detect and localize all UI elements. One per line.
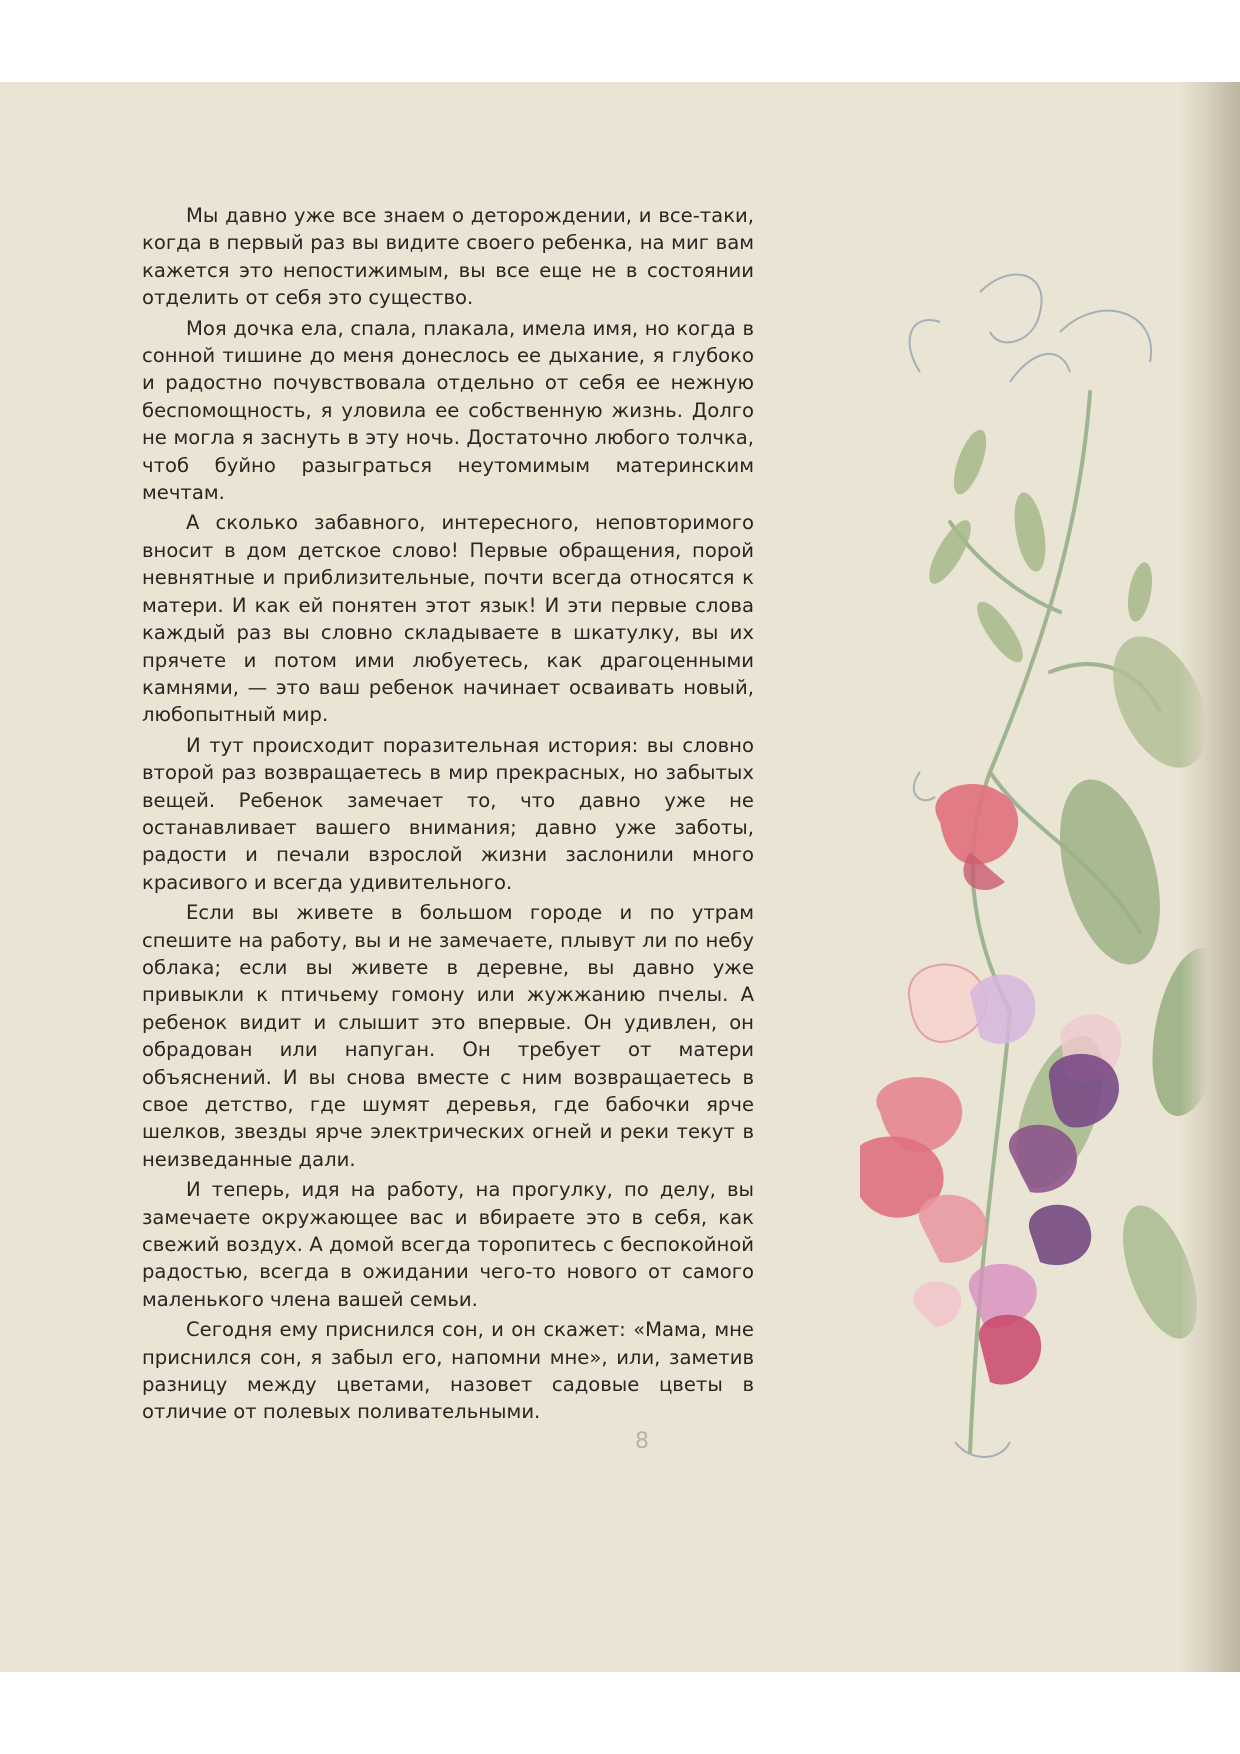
page-number: 8 [635,1429,649,1454]
page-edge-shadow [1180,82,1240,1672]
paragraph-7: Сегодня ему приснился сон, и он скажет: «Мама, мне приснился сон, я забыл его, напомни мне», или, заметив разницу между цветами, назовет садовые цветы в отличие от полевых поливательными. [142,1318,754,1424]
paragraph-5: Если вы живете в большом городе и по утрам спешите на работу, вы и не замечаете, плывут ли по небу облака; если вы живете в деревне, вы давно уже привыкли к птичьему гомону или жужжанию пчелы. А ребенок видит и слышит это впервые. Он удивлен, он обрадован или напуган. Он требует от матери объяснений. И вы снова вместе с ним возвращаетесь в свое детство, где шумят деревья, где бабочки ярче шелков, звезды ярче электрических огней и реки текут в неизведанные дали. [142,901,754,1171]
paragraph-4: И тут происходит поразительная история: вы словно второй раз возвращаетесь в мир прекрасных, но забытых вещей. Ребенок замечает то, что давно уже не останавливает вашего внимания; давно уже заботы, радости и печали взрослой жизни заслонили много красивого и всегда удивительного. [142,733,754,894]
paragraph-3: А сколько забавного, интересного, неповторимого вносит в дом детское слово! Первые обращения, порой невнятные и приблизительные, почти всегда относятся к матери. И как ей понятен этот язык! И эти первые слова каждый раз вы словно складываете в шкатулку, вы их прячете и потом ими любуетесь, как драгоценными камнями, — это ваш ребенок начинает осваивать новый, любопытный мир. [142,511,754,727]
paragraph-2: Моя дочка ела, спала, плакала, имела имя, но когда в сонной тишине до меня донеслось ее дыхание, я глубоко и радостно почувствовала отдельно от себя ее нежную беспомощность, я уловила ее собственную жизнь. Долго не могла я заснуть в эту ночь. Достаточно любого толчка, чтоб буйно разыграться неутомимым материнским мечтам. [142,316,754,505]
paragraph-6: И теперь, идя на работу, на прогулку, по делу, вы замечаете окружающее вас и вбираете это в себя, как свежий воздух. А домой всегда торопитесь с беспокойной радостью, всегда в ожидании чего-то нового от самого маленького члена вашей семьи. [142,1178,754,1311]
paragraph-1: Мы давно уже все знаем о деторождении, и все-таки, когда в первый раз вы видите своего ребенка, на миг вам кажется это непостижимым, вы все еще не в состоянии отделить от себя это существо. [142,204,754,310]
book-page [0,82,1240,1672]
text-block [142,202,754,1429]
